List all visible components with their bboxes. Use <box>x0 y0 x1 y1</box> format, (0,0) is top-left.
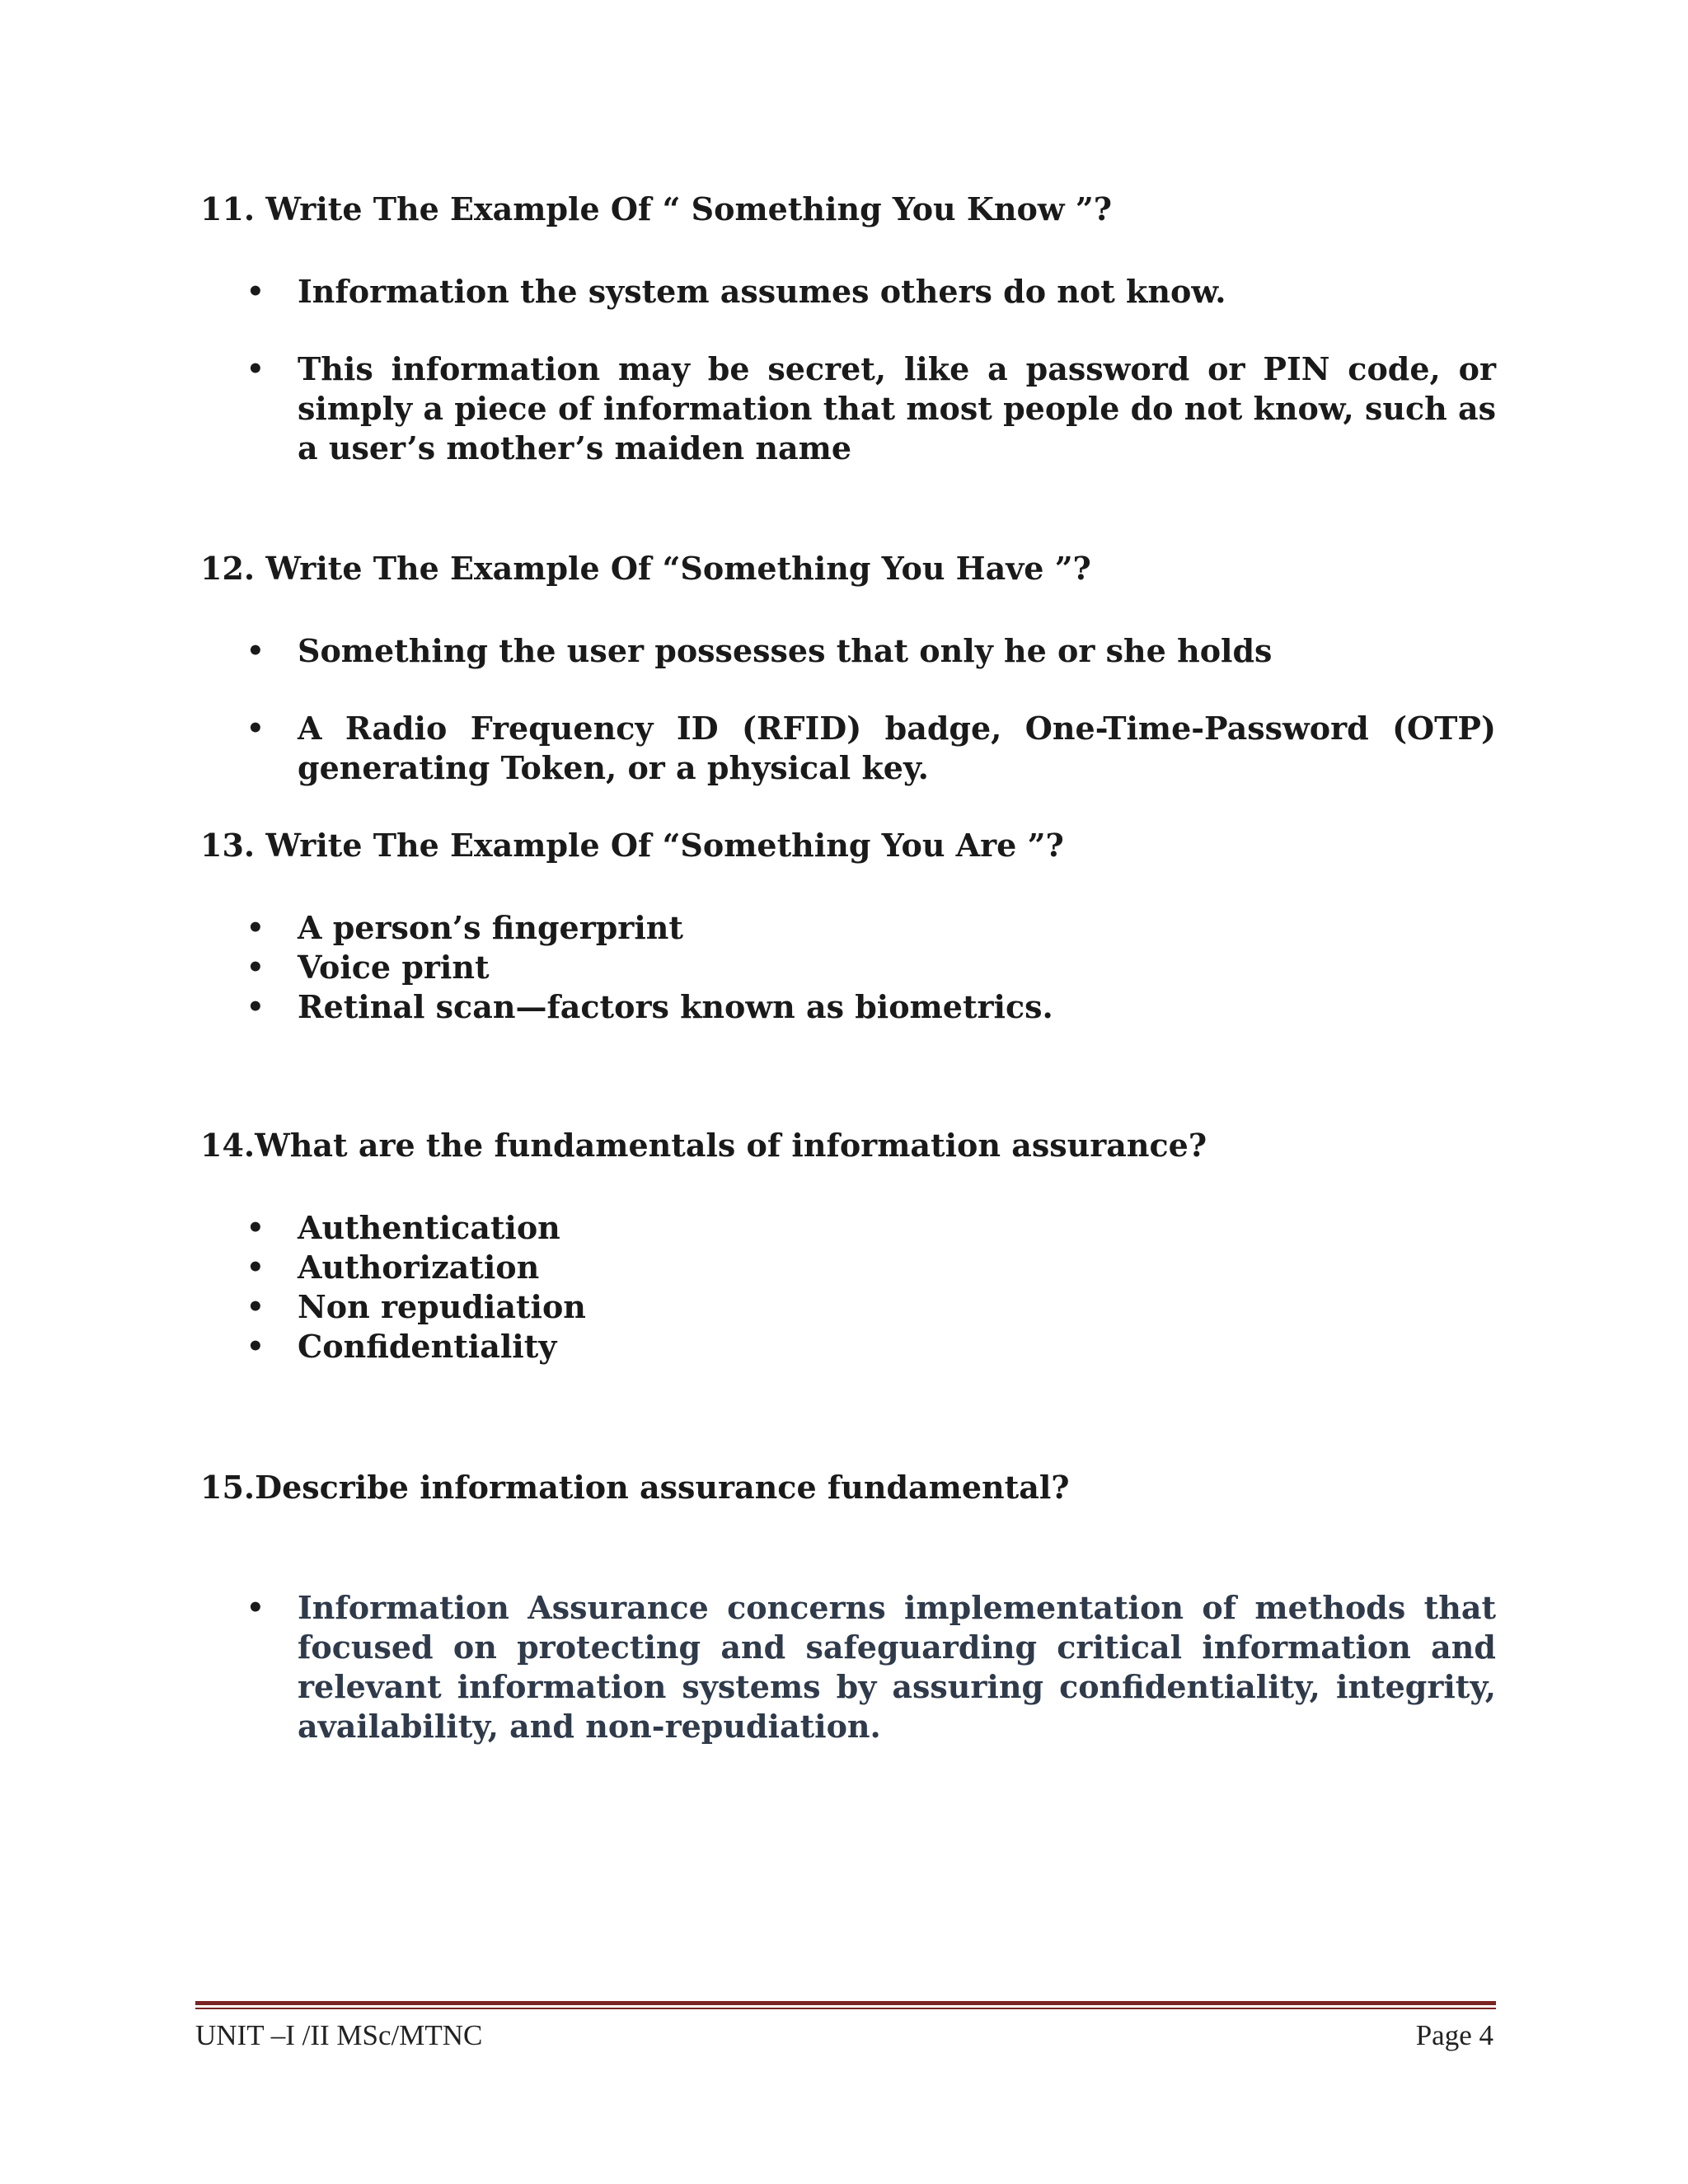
list-item-text: A Radio Frequency ID (RFID) badge, One-Time-Password (OTP) generating Token, or a physical key. <box>298 710 1496 786</box>
list-item <box>200 1327 1496 1366</box>
footer-divider-thin <box>195 2008 1496 2009</box>
question-15-answer-list <box>200 1588 1496 1746</box>
question-13-answer-list <box>200 908 1496 1027</box>
footer-page-number: Page 4 <box>1415 2019 1493 2051</box>
list-item-text: Voice print <box>298 949 490 986</box>
question-14 <box>200 1126 1496 1366</box>
question-14-title: 14.What are the fundamentals of information assurance? <box>200 1127 1207 1164</box>
list-item <box>200 349 1496 468</box>
bullet-icon: • <box>246 1291 265 1324</box>
list-item-text: Authorization <box>298 1249 540 1286</box>
list-item-text: Information Assurance concerns implementation of methods that focused on protecting and safeguarding critical information and relevant information systems by assuring confidentiality, integrity, availability, and non-repudiation. <box>298 1589 1496 1745</box>
question-12-title: 12. Write The Example Of “Something You Have ”? <box>200 550 1091 587</box>
bullet-icon: • <box>246 635 265 668</box>
question-13 <box>200 826 1496 1027</box>
bullet-icon: • <box>246 353 265 386</box>
list-item-text: This information may be secret, like a password or PIN code, or simply a piece of information that most people do not know, such as a user’s mother’s maiden name <box>298 350 1496 466</box>
question-15 <box>200 1468 1496 1746</box>
question-11 <box>200 190 1496 468</box>
list-item-text: Confidentiality <box>298 1328 557 1365</box>
question-15-title: 15.Describe information assurance fundamental? <box>200 1469 1070 1506</box>
bullet-icon: • <box>246 275 265 308</box>
list-item <box>200 272 1496 312</box>
footer-divider <box>195 2001 1496 2005</box>
question-11-answer-list <box>200 272 1496 468</box>
bullet-icon: • <box>246 1251 265 1284</box>
question-14-answer-list <box>200 1208 1496 1366</box>
list-item-text: Something the user possesses that only he or she holds <box>298 632 1273 669</box>
list-item-text: Information the system assumes others do not know. <box>298 273 1226 310</box>
bullet-icon: • <box>246 991 265 1024</box>
bullet-icon: • <box>246 1591 265 1624</box>
question-12-answer-list <box>200 631 1496 788</box>
list-item-text: A person’s fingerprint <box>298 909 683 946</box>
bullet-icon: • <box>246 1212 265 1244</box>
list-item <box>200 631 1496 671</box>
bullet-icon: • <box>246 951 265 984</box>
list-item <box>200 709 1496 788</box>
list-item <box>200 908 1496 948</box>
list-item <box>200 1588 1496 1746</box>
bullet-icon: • <box>246 912 265 944</box>
list-item <box>200 987 1496 1027</box>
question-13-title: 13. Write The Example Of “Something You Are ”? <box>200 827 1064 864</box>
page-content <box>200 190 1496 1746</box>
footer-course-label: UNIT –I /II MSc/MTNC <box>195 2019 483 2051</box>
list-item-text: Retinal scan—factors known as biometrics. <box>298 988 1053 1025</box>
list-item <box>200 1208 1496 1248</box>
bullet-icon: • <box>246 712 265 745</box>
list-item <box>200 1248 1496 1287</box>
question-12 <box>200 549 1496 788</box>
question-11-title: 11. Write The Example Of “ Something You Know ”? <box>200 190 1112 227</box>
list-item <box>200 948 1496 987</box>
list-item <box>200 1287 1496 1327</box>
list-item-text: Authentication <box>298 1209 560 1246</box>
list-item-text: Non repudiation <box>298 1288 586 1325</box>
bullet-icon: • <box>246 1330 265 1363</box>
